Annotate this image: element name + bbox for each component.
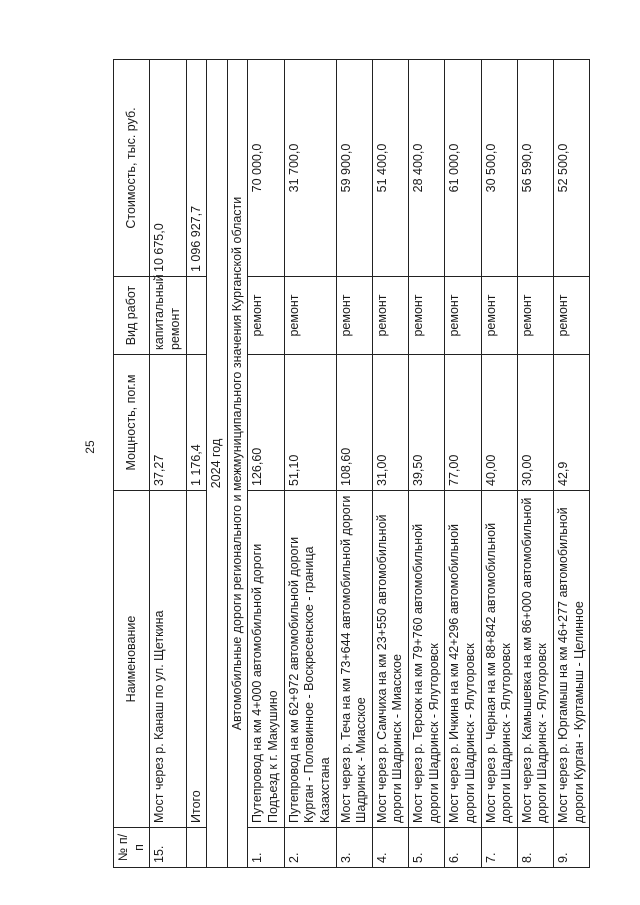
table-row	[554, 60, 590, 868]
row-capacity: 51,10	[284, 355, 336, 491]
table-row	[372, 60, 408, 868]
header-num: № п/п	[114, 828, 150, 868]
table-row	[284, 60, 336, 868]
row-work-type: ремонт	[284, 277, 336, 355]
row-num: 4.	[372, 828, 408, 868]
row-cost: 31 700,0	[284, 60, 336, 277]
row-capacity: 42,9	[554, 355, 590, 491]
bridges-table	[113, 59, 590, 868]
row-num: 3.	[336, 828, 372, 868]
row-capacity: 108,60	[336, 355, 372, 491]
row-name: Мост через р. Камышевка на км 86+000 автомобильной дороги Шадринск - Ялуторовск	[517, 491, 553, 828]
page-number: 25	[83, 440, 97, 454]
table-row	[336, 60, 372, 868]
row-capacity: 77,00	[445, 355, 481, 491]
row-cost: 28 400,0	[409, 60, 445, 277]
row-work-type: ремонт	[248, 277, 284, 355]
row-cost: 61 000,0	[445, 60, 481, 277]
total-row	[186, 60, 207, 868]
row-num: 2.	[284, 828, 336, 868]
table-row	[445, 60, 481, 868]
row-cost: 30 500,0	[481, 60, 517, 277]
row-capacity: 30,00	[517, 355, 553, 491]
year-label: 2024 год	[207, 60, 228, 868]
row-num: 5.	[409, 828, 445, 868]
row-work-type: ремонт	[554, 277, 590, 355]
row-cost: 51 400,0	[372, 60, 408, 277]
row-capacity: 126,60	[248, 355, 284, 491]
row-cost: 70 000,0	[248, 60, 284, 277]
header-capacity: Мощность, пог.м	[114, 355, 150, 491]
row-work-type: ремонт	[517, 277, 553, 355]
row-name: Мост через р. Ичкина на км 42+296 автомобильной дороги Шадринск - Ялуторовск	[445, 491, 481, 828]
row-name: Мост через р. Теча на км 73+644 автомобильной дороги Шадринск - Миасское	[336, 491, 372, 828]
row-cost: 56 590,0	[517, 60, 553, 277]
header-name: Наименование	[114, 491, 150, 828]
row-num: 1.	[248, 828, 284, 868]
row-work-type: ремонт	[481, 277, 517, 355]
row-num: 9.	[554, 828, 590, 868]
row-name: Мост через р. Терсюк на км 79+760 автомобильной дороги Шадринск - Ялуторовск	[409, 491, 445, 828]
row-name: Мост через р. Черная на км 88+842 автомобильной дороги Шадринск - Ялуторовск	[481, 491, 517, 828]
row-num: 8.	[517, 828, 553, 868]
row-num: 15.	[150, 828, 186, 868]
row-cost: 10 675,0	[150, 60, 186, 277]
table-row	[517, 60, 553, 868]
table-row	[409, 60, 445, 868]
row-name: Мост через р. Самчиха на км 23+550 автомобильной дороги Шадринск - Миасское	[372, 491, 408, 828]
rotated-table-container	[113, 60, 590, 868]
total-label: Итого	[186, 491, 207, 828]
row-name: Путепровод на км 4+000 автомобильной дороги Подъезд к г. Макушино	[248, 491, 284, 828]
row-work-type: ремонт	[372, 277, 408, 355]
row-name: Мост через р. Юргамыш на км 46+277 автомобильной дороги Курган - Куртамыш - Целинное	[554, 491, 590, 828]
section-row	[227, 60, 248, 868]
row-capacity: 40,00	[481, 355, 517, 491]
row-num: 6.	[445, 828, 481, 868]
table-header-row	[114, 60, 150, 868]
year-row	[207, 60, 228, 868]
row-capacity: 39,50	[409, 355, 445, 491]
row-work-type: ремонт	[336, 277, 372, 355]
total-cost: 1 096 927,7	[186, 60, 207, 277]
row-work-type: ремонт	[445, 277, 481, 355]
row-name: Мост через р. Канаш по ул. Щеткина	[150, 491, 186, 828]
row-cost: 59 900,0	[336, 60, 372, 277]
table-row	[248, 60, 284, 868]
row-capacity: 31,00	[372, 355, 408, 491]
header-work-type: Вид работ	[114, 277, 150, 355]
row-name: Путепровод на км 62+972 автомобильной дороги Курган - Половинное - Воскресенское - граница Казахстана	[284, 491, 336, 828]
section-label: Автомобильные дороги регионального и межмуниципального значения Курганской области	[227, 60, 248, 868]
row-capacity: 37,27	[150, 355, 186, 491]
row-cost: 52 500,0	[554, 60, 590, 277]
table-row	[481, 60, 517, 868]
table-row	[150, 60, 186, 868]
row-num: 7.	[481, 828, 517, 868]
row-work-type: капитальный ремонт	[150, 277, 186, 355]
row-work-type: ремонт	[409, 277, 445, 355]
header-cost: Стоимость, тыс. руб.	[114, 60, 150, 277]
total-capacity: 1 176,4	[186, 355, 207, 491]
